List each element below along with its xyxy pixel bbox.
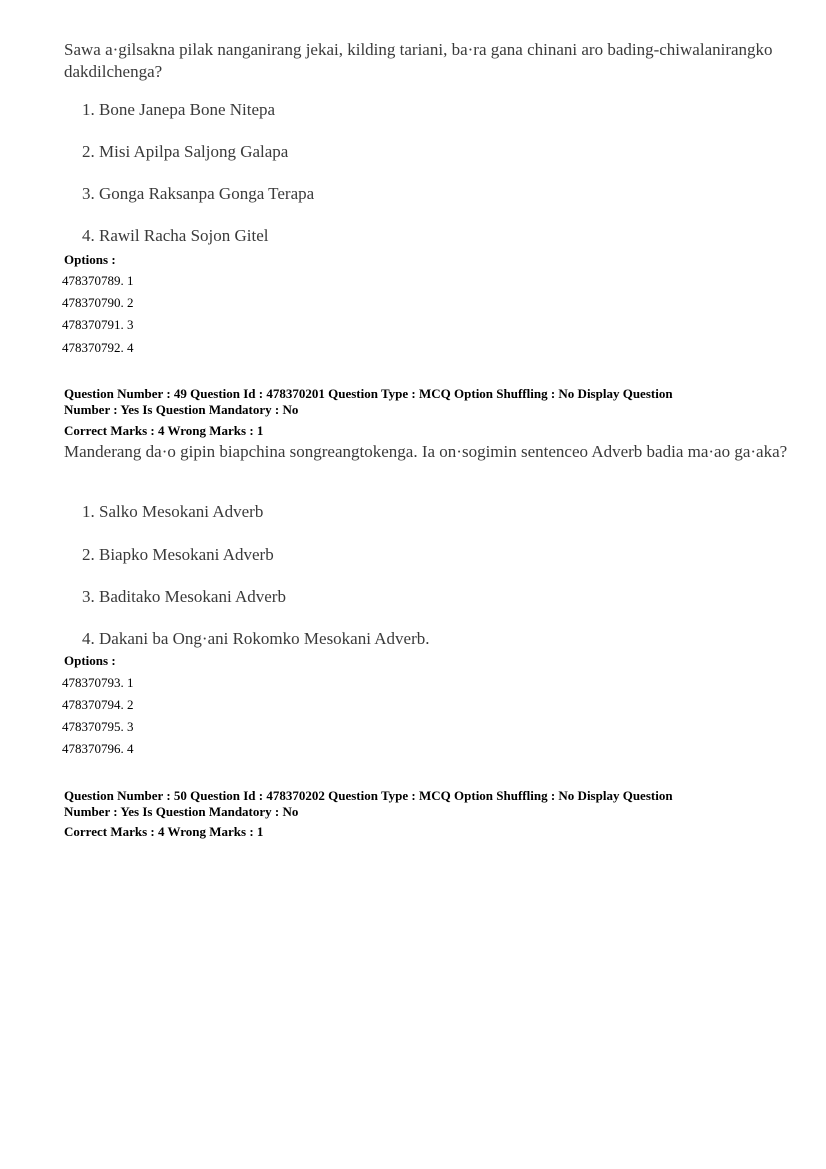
question-49-choice-1: 1. Salko Mesokani Adverb: [82, 502, 264, 521]
question-48-option-id: 478370792. 4: [62, 340, 134, 355]
question-48-options-label: Options :: [64, 252, 116, 267]
question-49-choice-4: 4. Dakani ba Ong·ani Rokomko Mesokani Adverb.: [82, 629, 430, 648]
question-48-choice-4: 4. Rawil Racha Sojon Gitel: [82, 226, 269, 245]
question-48-choice-1: 1. Bone Janepa Bone Nitepa: [82, 100, 276, 119]
question-48-option-id: 478370789. 1: [62, 273, 134, 288]
question-49-option-id: 478370795. 3: [62, 719, 134, 734]
question-50-meta-line-1: Question Number : 50 Question Id : 478370202 Question Type : MCQ Option Shuffling : No Display Question: [64, 788, 673, 803]
question-49-option-id: 478370796. 4: [62, 741, 134, 756]
question-48-option-id: 478370790. 2: [62, 295, 134, 310]
question-48-text: Sawa a·gilsakna pilak nanganirang jekai, kilding tariani, ba·ra gana chinani aro bading-chiwalanirangko dakdilchenga?: [64, 40, 773, 81]
question-49-option-id: 478370793. 1: [62, 675, 134, 690]
question-49-option-id: 478370794. 2: [62, 697, 134, 712]
question-49-text: Manderang da·o gipin biapchina songreangtokenga. Ia on·sogimin sentenceo Adverb badia ma·ao ga·aka?: [64, 442, 788, 461]
question-50-marks: Correct Marks : 4 Wrong Marks : 1: [64, 824, 264, 839]
question-48-choice-3: 3. Gonga Raksanpa Gonga Terapa: [82, 184, 315, 203]
question-49-meta-line-2: Number : Yes Is Question Mandatory : No: [64, 402, 299, 417]
question-49-options-label: Options :: [64, 653, 116, 668]
question-48-option-id: 478370791. 3: [62, 317, 134, 332]
question-48-choice-2: 2. Misi Apilpa Saljong Galapa: [82, 142, 289, 161]
question-49-marks: Correct Marks : 4 Wrong Marks : 1: [64, 423, 264, 438]
question-49-choice-2: 2. Biapko Mesokani Adverb: [82, 545, 274, 564]
question-49-meta-line-1: Question Number : 49 Question Id : 478370201 Question Type : MCQ Option Shuffling : No Display Question: [64, 386, 673, 401]
question-50-meta-line-2: Number : Yes Is Question Mandatory : No: [64, 804, 299, 819]
question-49-choice-3: 3. Baditako Mesokani Adverb: [82, 587, 286, 606]
